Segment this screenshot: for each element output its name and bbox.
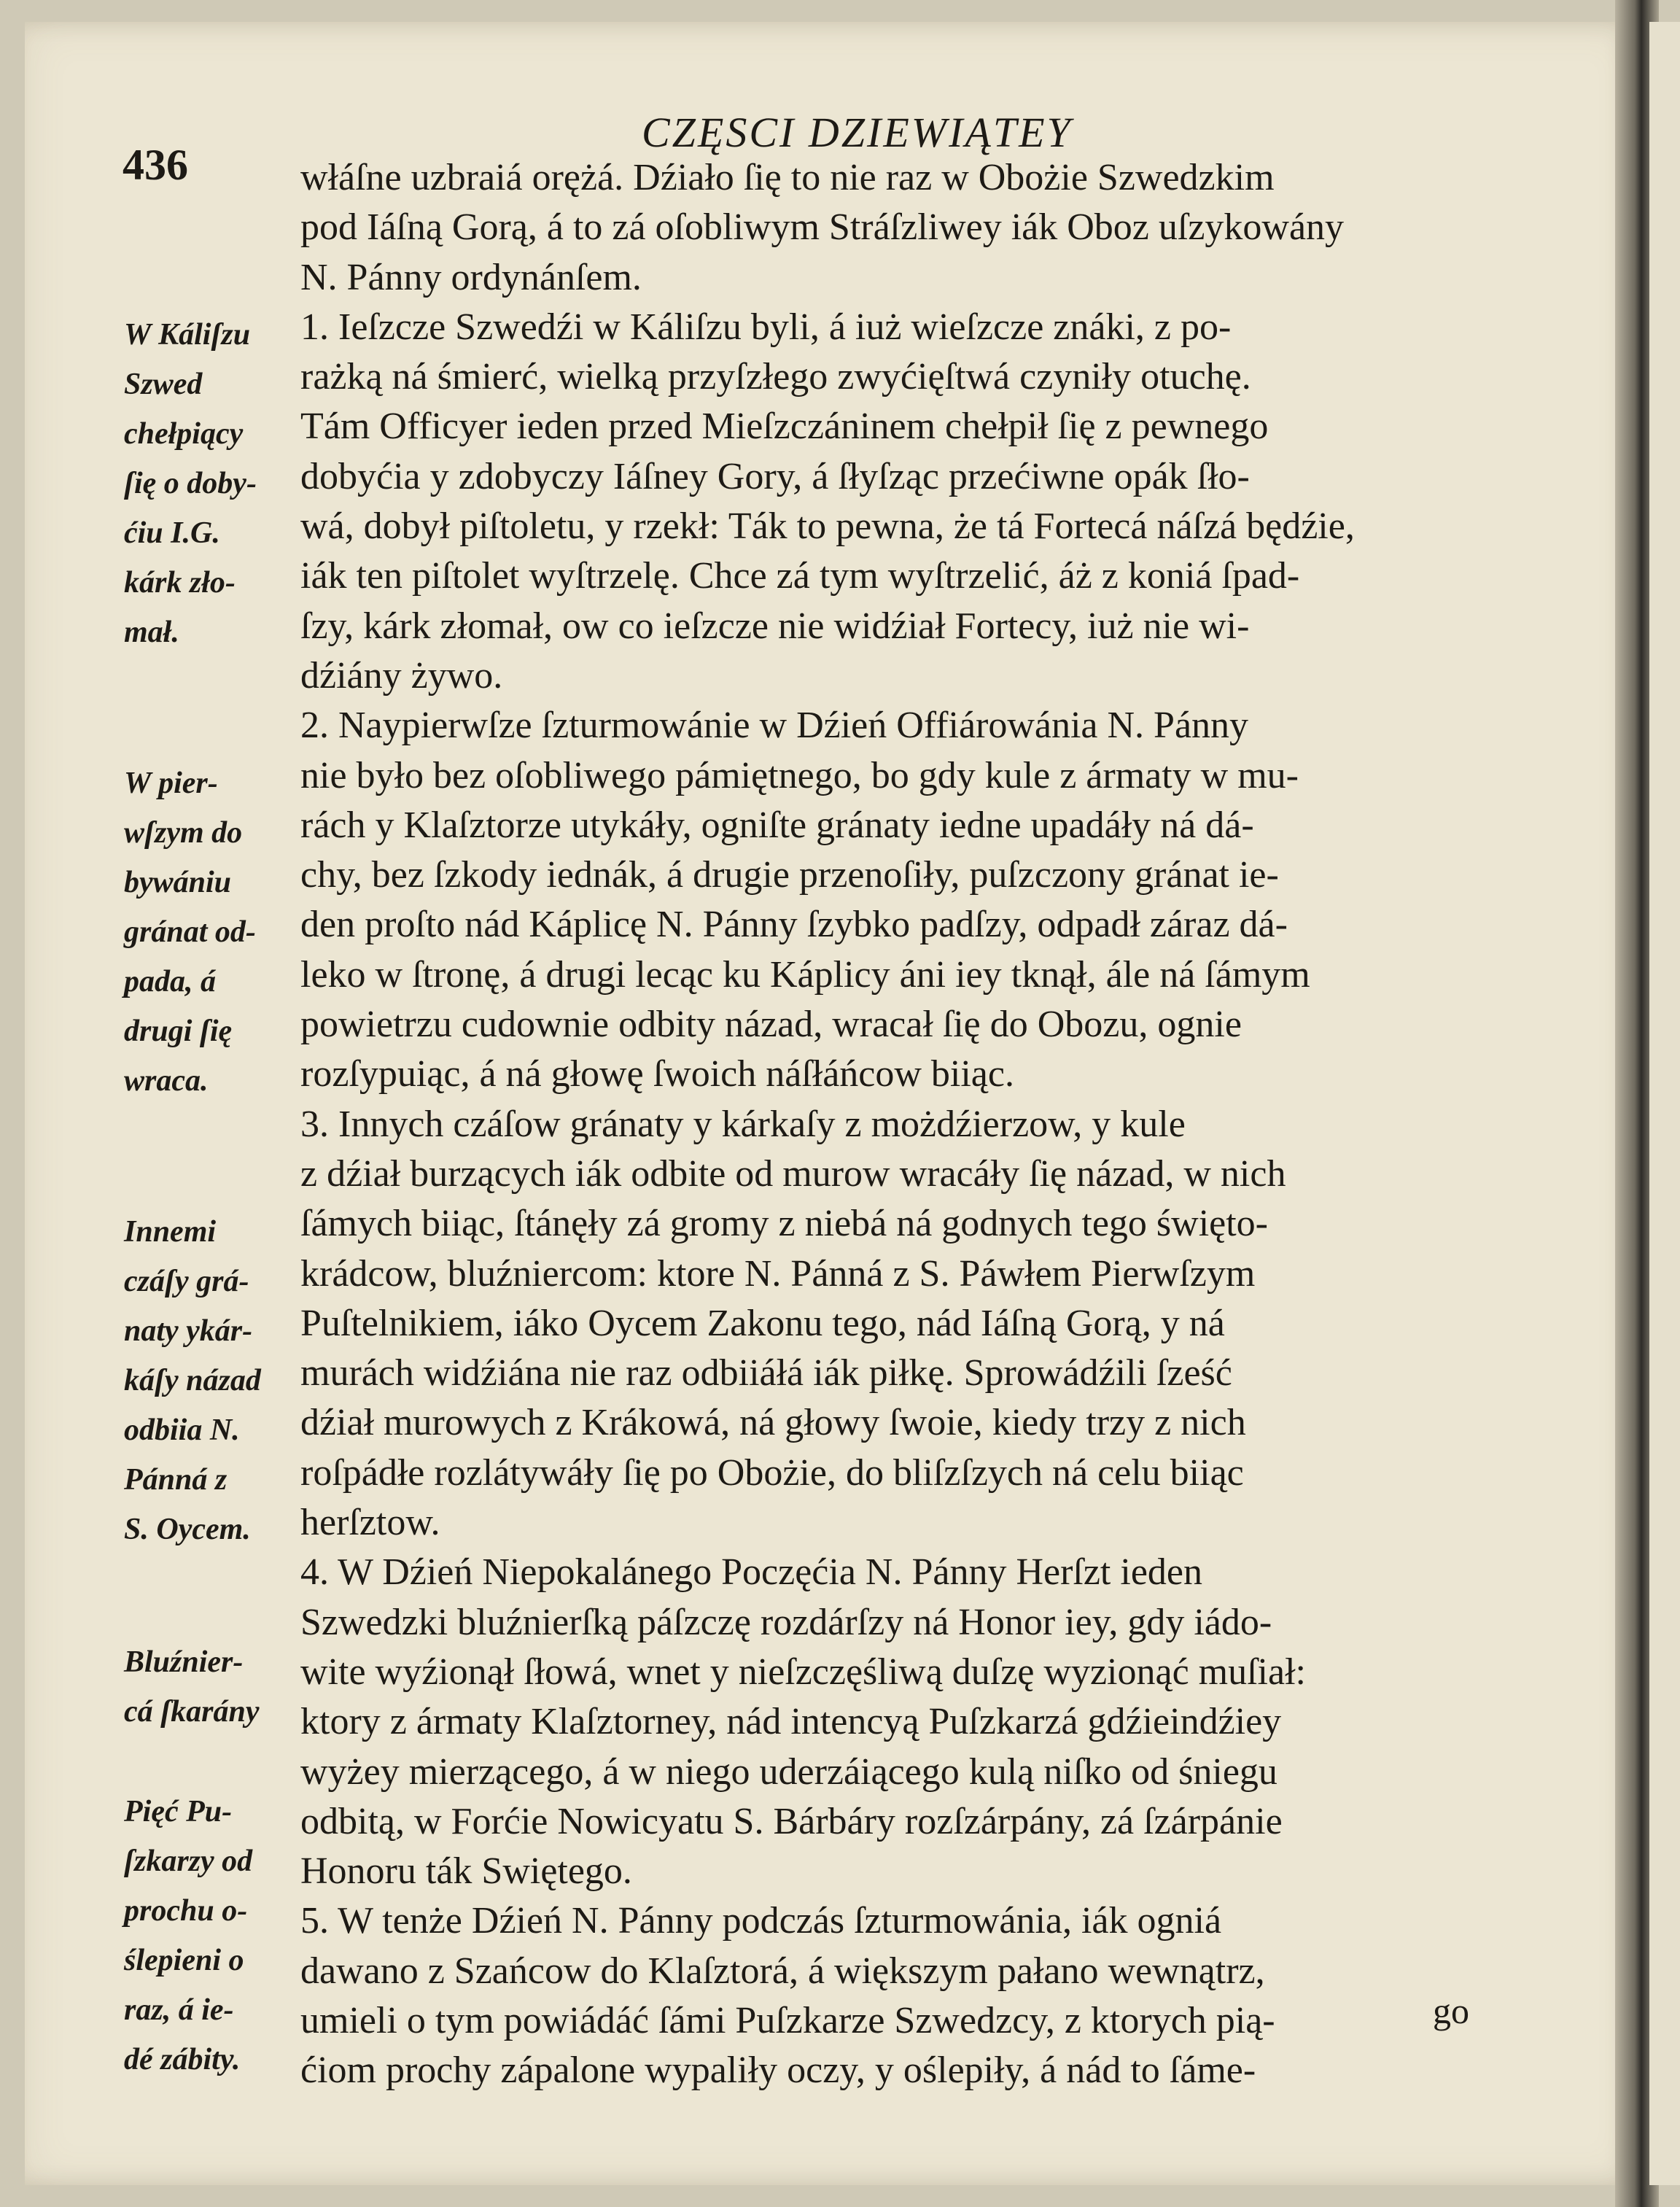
body-line: dźiał murowych z Krákowá, ná głowy ſwoie, kiedy trzy z nich (300, 1402, 1246, 1444)
page-number: 436 (122, 141, 188, 189)
margin-note-line: raz, á ie- (124, 1993, 234, 2027)
body-line: dobyćia y zdobyczy Iáſney Gory, á ſłyſząc przećiwne opák ſło- (300, 455, 1250, 497)
margin-note-line: cá ſkarány (124, 1695, 260, 1729)
catchword: go (1433, 1990, 1469, 2031)
body-line: Szwedzki bluźnierſką páſzczę rozdárſzy ná Honor iey, gdy iádo- (300, 1601, 1272, 1643)
margin-note-line: mał. (124, 616, 179, 649)
body-line: włáſne uzbraiá orężá. Dźiało ſię to nie raz w Obożie Szwedzkim (300, 157, 1275, 198)
body-line: chy, bez ſzkody iednák, á drugie przenoſiły, puſzczony gránat ie- (300, 854, 1279, 896)
margin-note-line: odbiia N. (124, 1413, 240, 1447)
margin-note-line: drugi ſię (124, 1015, 233, 1048)
margin-note-line: káſy názad (124, 1364, 261, 1397)
body-line: N. Pánny ordynánſem. (300, 256, 642, 298)
body-line: herſztow. (300, 1502, 440, 1544)
margin-note-line: czáſy grá- (124, 1265, 249, 1298)
body-line: rách y Klaſztorze utykáły, ogniſte gránaty iedne upadáły ná dá- (300, 804, 1254, 846)
body-line: iák ten piſtolet wyſtrzelę. Chce zá tym wyſtrzelić, áż z koniá ſpad- (300, 555, 1300, 597)
body-line: dawano z Szańcow do Klaſztorá, á większym pałano wewnątrz, (300, 1950, 1265, 1992)
margin-note-line: chełpiący (124, 417, 244, 451)
margin-note-line: bywániu (124, 866, 232, 899)
next-page-edge (1649, 22, 1680, 2185)
margin-note-line: gránat od- (124, 915, 256, 949)
body-line: wá, dobył piſtoletu, y rzekł: Ták to pewna, że tá Fortecá náſzá będźie, (300, 505, 1355, 548)
body-line: 3. Innych czáſow gránaty y kárkaſy z możdźierzow, y kule (300, 1103, 1186, 1145)
margin-note (124, 1637, 314, 1737)
margin-note-line: ćiu I.G. (124, 516, 220, 550)
margin-note-line: W Káliſzu (124, 318, 251, 352)
margin-note-line: Szwed (124, 368, 203, 401)
margin-note (124, 1787, 314, 2084)
body-line: nie było bez oſobliwego pámiętnego, bo gdy kule z ármaty w mu- (300, 754, 1299, 796)
margin-note (124, 759, 314, 1106)
body-line: Honoru ták Swiętego. (300, 1850, 632, 1893)
body-line: Puſtelnikiem, iáko Oycem Zakonu tego, nád Iáſną Gorą, y ná (300, 1302, 1225, 1344)
body-line: wyżey mierzącego, á w niego uderzáiącego kulą niſko od śniegu (300, 1750, 1278, 1793)
body-line: ćiom prochy zápalone wypaliły oczy, y oślepiły, á nád to ſáme- (300, 2049, 1256, 2092)
margin-note-line: pada, á (124, 965, 216, 998)
margin-note-line: Innemi (124, 1215, 217, 1249)
margin-note-line: wſzym do (124, 816, 243, 850)
margin-note-line: ſzkarzy od (124, 1845, 253, 1878)
body-line: roſpádłe rozlátywáły ſię po Obożie, do bliſzſzych ná celu biiąc (300, 1451, 1244, 1494)
body-line: rażką ná śmierć, wielką przyſzłego zwyćięſtwá czyniły otuchę. (300, 356, 1251, 398)
body-line: pod Iáſną Gorą, á to zá oſobliwym Stráſzliwey iák Oboz uſzykowány (300, 206, 1345, 249)
margin-note-line: dé zábity. (124, 2043, 241, 2076)
body-line: rozſypuiąc, á ná głowę ſwoich náſłáńcow biiąc. (300, 1053, 1014, 1095)
body-line: 5. W tenże Dźień N. Pánny podczás ſzturmowánia, iák ogniá (300, 1900, 1222, 1942)
margin-note (124, 310, 314, 657)
body-line: 1. Ieſzcze Szwedźi w Káliſzu byli, á iuż wieſzcze znáki, z po- (300, 306, 1232, 348)
body-line: ſámych biiąc, ſtánęły zá gromy z niebá ná godnych tego święto- (300, 1203, 1268, 1245)
margin-note-line: S. Oycem. (124, 1513, 251, 1546)
body-line: 2. Naypierwſze ſzturmowánie w Dźień Offiárowánia N. Pánny (300, 705, 1249, 747)
margin-note-line: prochu o- (124, 1894, 248, 1928)
body-line: leko w ſtronę, á drugi lecąc ku Káplicy áni iey tknął, ále ná ſámym (300, 953, 1310, 996)
body-line: umieli o tym powiádáć ſámi Puſzkarze Szwedzcy, z ktorych pią- (300, 1999, 1275, 2041)
body-line: dźiány żywo. (300, 654, 503, 697)
body-text (300, 153, 1525, 2096)
margin-note-line: Pięć Pu- (124, 1795, 233, 1828)
margin-note-line: ślepieni o (124, 1944, 244, 1977)
body-line: 4. W Dźień Niepokalánego Poczęćia N. Pánny Herſzt ieden (300, 1551, 1202, 1594)
body-line: ktory z ármaty Klaſztorney, nád intencyą Puſzkarzá gdźieindźiey (300, 1701, 1282, 1743)
margin-note (124, 1207, 314, 1554)
margin-note-line: Pánná z (124, 1463, 228, 1497)
body-line: powietrzu cudownie odbity názad, wracał ſię do Obozu, ognie (300, 1004, 1242, 1046)
body-line: murách widźiána nie raz odbiiáłá iák piłkę. Sprowádźili ſześć (300, 1352, 1232, 1395)
margin-note-line: W pier- (124, 767, 218, 800)
body-line: den proſto nád Káplicę N. Pánny ſzybko padſzy, odpadł záraz dá- (300, 904, 1288, 946)
body-line: wite wyźionął ſłowá, wnet y nieſzczęśliwą duſzę wyzionąć muſiał: (300, 1651, 1306, 1693)
margin-note-line: ſię o doby- (124, 467, 257, 500)
running-head: CZĘSCI DZIEWIĄTEY (642, 109, 1073, 156)
body-line: ſzy, kárk złomał, ow co ieſzcze nie widźiał Fortecy, iuż nie wi- (300, 605, 1250, 647)
margin-note-line: kárk zło- (124, 566, 236, 600)
margin-note-line: wraca. (124, 1064, 209, 1098)
body-line: krádcow, bluźniercom: ktore N. Pánná z S. Páwłem Pierwſzym (300, 1252, 1256, 1295)
body-line: odbitą, w Forćie Nowicyatu S. Bárbáry rozſzárpány, zá ſzárpánie (300, 1800, 1283, 1842)
margin-note-line: Bluźnier- (124, 1645, 244, 1679)
body-line: z dźiał burzących iák odbite od murow wracáły ſię názad, w nich (300, 1152, 1286, 1195)
margin-note-line: naty ykár- (124, 1314, 253, 1348)
body-line: Tám Officyer ieden przed Mieſzczáninem chełpił ſię z pewnego (300, 406, 1269, 448)
